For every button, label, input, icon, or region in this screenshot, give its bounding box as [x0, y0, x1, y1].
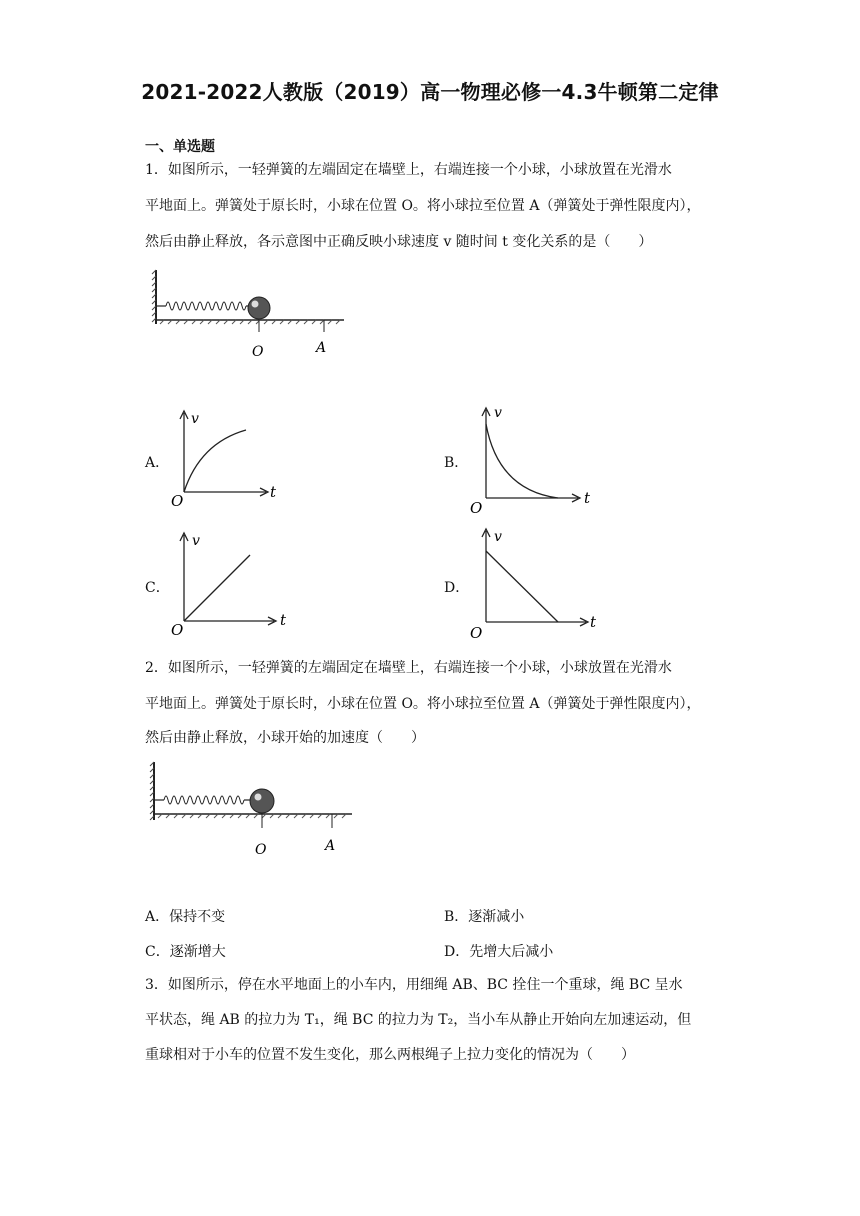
q2-option-d[interactable]: D．先增大后减小 [444, 944, 554, 960]
origin-label: O [470, 499, 483, 517]
q2-text-line-2: 平地面上。弹簧处于原长时，小球在位置 O。将小球拉至位置 A（弹簧处于弹性限度内）， [145, 696, 701, 712]
spring [154, 796, 250, 804]
axis-v-label: v [494, 405, 502, 421]
q2-option-b[interactable]: B．逐渐减小 [444, 909, 525, 925]
ground [154, 814, 352, 818]
origin-label: O [171, 621, 184, 639]
velocity-line [486, 551, 558, 622]
velocity-line [184, 555, 250, 621]
axis-t-label: t [270, 483, 277, 501]
spring [156, 302, 248, 310]
q1-text-line-1: 1．如图所示，一轻弹簧的左端固定在墙壁上，右端连接一个小球，小球放置在光滑水 [145, 162, 672, 178]
q2-option-c[interactable]: C．逐渐增大 [145, 944, 226, 960]
q2-spring-figure [146, 760, 361, 860]
ball [250, 789, 274, 813]
wall [150, 762, 154, 820]
page-title: 2021-2022人教版（2019）高一物理必修一4.3牛顿第二定律 [141, 80, 719, 104]
q1-option-b-label[interactable]: B． [444, 455, 469, 471]
q2-text-line-3: 然后由静止释放，小球开始的加速度（ ） [145, 730, 425, 746]
axis-v-label: v [192, 533, 200, 549]
label-o: O [252, 344, 264, 360]
q1-spring-figure [148, 268, 358, 363]
q1-option-c-label[interactable]: C． [145, 580, 170, 596]
q1-text-line-2: 平地面上。弹簧处于原长时，小球在位置 O。将小球拉至位置 A（弹簧处于弹性限度内）， [145, 198, 701, 214]
label-a: A [316, 340, 327, 356]
wall [152, 270, 156, 324]
origin-label: O [171, 492, 184, 510]
axis-t-label: t [590, 613, 597, 631]
q1-text-line-3: 然后由静止释放，各示意图中正确反映小球速度 v 随时间 t 变化关系的是（ ） [145, 234, 653, 250]
ball-highlight [255, 794, 262, 801]
q2-text-line-1: 2．如图所示，一轻弹簧的左端固定在墙壁上，右端连接一个小球，小球放置在光滑水 [145, 660, 672, 676]
q3-text-line-3: 重球相对于小车的位置不发生变化，那么两根绳子上拉力变化的情况为（ ） [145, 1047, 635, 1063]
velocity-curve [486, 424, 558, 498]
origin-label: O [470, 624, 483, 642]
q1-option-b-graph[interactable] [468, 400, 598, 518]
q1-option-d-graph[interactable] [468, 521, 608, 643]
velocity-curve [184, 430, 246, 492]
axis-t-label: t [280, 611, 287, 629]
ball [248, 297, 270, 319]
axis-v-label: v [494, 529, 502, 545]
q3-text-line-2: 平状态，绳 AB 的拉力为 T₁，绳 BC 的拉力为 T₂，当小车从静止开始向左加速运动，但 [145, 1012, 692, 1028]
q2-option-a[interactable]: A．保持不变 [145, 909, 226, 925]
label-o: O [255, 842, 267, 858]
ball-highlight [252, 301, 259, 308]
label-a: A [325, 838, 336, 854]
q3-text-line-1: 3．如图所示，停在水平地面上的小车内，用细绳 AB、BC 拴住一个重球，绳 BC 呈水 [145, 977, 683, 993]
axis-t-label: t [584, 489, 591, 507]
q1-option-d-label[interactable]: D． [444, 580, 470, 596]
q1-option-c-graph[interactable] [168, 527, 293, 639]
section-heading: 一、单选题 [145, 139, 215, 155]
ground [156, 320, 344, 324]
q1-option-a-graph[interactable] [168, 405, 288, 510]
axis-v-label: v [191, 411, 199, 427]
q1-option-a-label[interactable]: A． [145, 455, 170, 471]
